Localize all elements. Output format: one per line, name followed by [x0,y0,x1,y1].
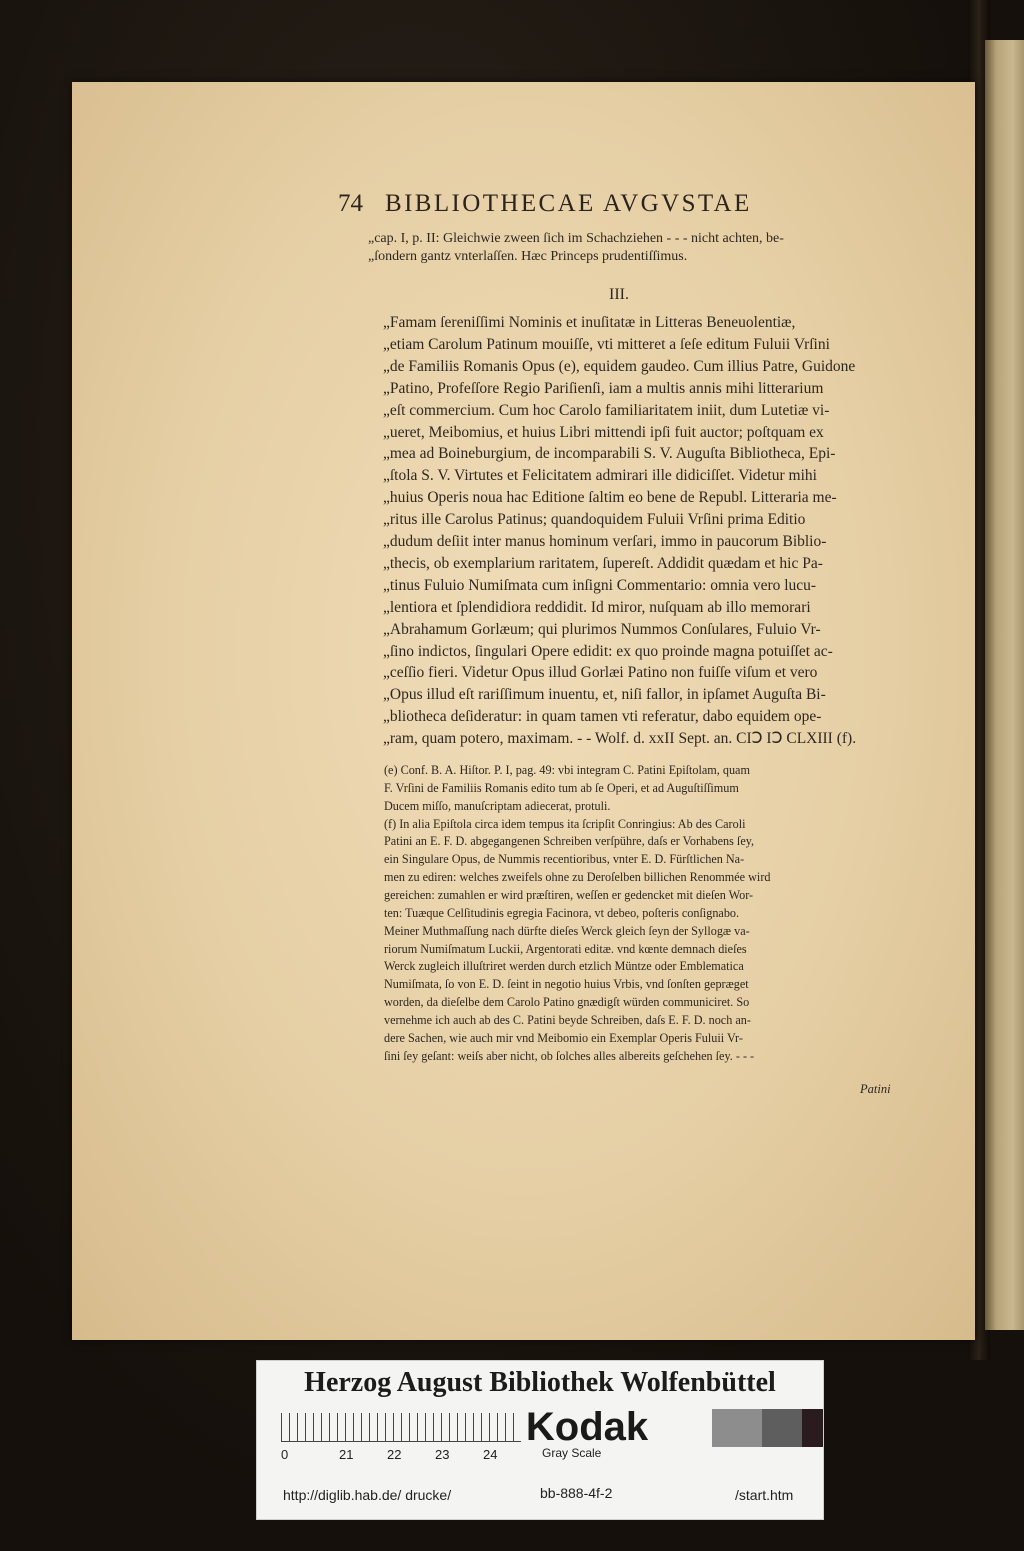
body-line: „ſino indictos, ſingulari Opere edidit: ex quo proinde magna potuiſſet ac- [383,642,833,660]
footnote-line: ten: Tuæque Celſitudinis egregia Facinora, vt debeo, poſteris conſignabo. [384,905,740,920]
shelfmark: bb-888-4f-2 [540,1485,613,1501]
intro-line: „cap. I, p. II: Gleichwie zween ſich im Schachziehen - - - nicht achten, be- [368,231,784,246]
library-url: http://diglib.hab.de/ drucke/ [283,1487,452,1503]
body-line: „huius Operis noua hac Editione ſaltim eo bene de Republ. Litteraria me- [383,489,837,507]
body-line: „Opus illud eſt rariſſimum inuentu, et, niſi fallor, in ipſamet Auguſta Bi- [383,686,826,704]
ruler-label: 24 [483,1447,498,1462]
gray-swatch-medium [762,1409,802,1447]
ruler-label: 21 [339,1447,354,1462]
body-line: „ceſſio fieri. Videtur Opus illud Gorlæi Patino non fuiſſe viſum et vero [383,664,818,682]
footnote-line: Patini an E. F. D. abgegangenen Schreiben verſpühre, daſs er Vorhabens ſey, [384,834,755,849]
ruler-label: 22 [387,1447,402,1462]
running-title: BIBLIOTHECAE AVGVSTAE [385,190,752,217]
facing-page-edge [985,40,1024,1330]
intro-line: „ſondern gantz vnterlaſſen. Hæc Princeps prudentiſſimus. [368,249,688,264]
footnote-line: riorum Numiſmatum Luckii, Argentorati editæ. vnd kœnte demnach dieſes [384,941,747,956]
ruler-labels [275,1447,535,1463]
ruler-label: 0 [281,1447,289,1462]
body-line: „de Familiis Romanis Opus (e), equidem gaudeo. Cum illius Patre, Guidone [383,357,856,375]
body-line: „lentiora et ſplendidiora reddidit. Id miror, nuſquam ab illo memorari [383,598,811,616]
footnote-line: men zu ediren: welches zweifels ohne zu Deroſelben billichen Renommée wird [384,870,771,885]
ruler-label: 23 [435,1447,450,1462]
body-line: „thecis, ob exemplarium raritatem, ſupereſt. Addidit quædam et hic Pa- [383,554,823,572]
section-numeral: III. [609,286,629,303]
body-line: „Abrahamum Gorlæum; qui plurimos Nummos Conſulares, Fuluio Vr- [383,620,821,638]
kodak-logo: Kodak [525,1405,649,1449]
body-line: „ſtola S. V. Virtutes et Felicitatem admirari ille didiciſſet. Videtur mihi [383,467,817,485]
body-line: „mea ad Boineburgium, de incomparabili S. V. Auguſta Bibliotheca, Epi- [383,445,836,463]
body-line: „ueret, Meibomius, et huius Libri mittendi ipſi fuit auctor; poſtquam ex [383,423,824,441]
scale-ruler [281,1413,521,1442]
body-line: „eſt commercium. Cum hoc Carolo familiaritatem iniit, dum Lutetiæ vi- [383,401,830,419]
body-line: „tinus Fuluio Numiſmata cum inſigni Commentario: omnia vero lucu- [383,576,817,594]
body-line: „ram, quam potero, maximam. - - Wolf. d. xxII Sept. an. CIↃ IↃ CLXIII (f). [383,730,857,748]
footnote-line: dere Sachen, wie auch mir vnd Meibomio ein Exemplar Operis Fuluii Vr- [384,1030,743,1045]
footnote-line: worden, da dieſelbe dem Carolo Patino gnædigſt würden communiciret. So [384,995,750,1010]
footnote-line: ſini ſey geſant: weiſs aber nicht, ob ſolches alles albereits geſchehen ſey. - - - [384,1048,755,1063]
body-line: „dudum deſiit inter manus hominum verſari, immo in paucorum Biblio- [383,533,827,550]
body-line: „etiam Carolum Patinum mouiſſe, vti mitteret a ſeſe editum Fuluii Vrſini [383,335,830,353]
gray-swatch-light [712,1409,762,1447]
footnote-line: Numiſmata, ſo von E. D. ſeint in negotio huius Vrbis, vnd ſonſten gepræget [384,977,749,992]
body-line: „ritus ille Carolus Patinus; quandoquidem Fuluii Vrſini prima Editio [383,511,806,529]
gray-scale-label: Gray Scale [542,1446,602,1460]
page-header [338,190,898,226]
footnote-line: Werck zugleich illuſtriret werden durch etzlich Müntze oder Emblematica [384,959,744,974]
color-target-card [256,1360,824,1520]
start-url: /start.htm [735,1487,794,1503]
footnote-line: (f) In alia Epiſtola circa idem tempus ita ſcripſit Conringius: Ab des Caroli [384,816,746,831]
footnote-line: (e) Conf. B. A. Hiſtor. P. I, pag. 49: vbi integram C. Patini Epiſtolam, quam [384,763,750,777]
library-name: Herzog August Bibliothek Wolfenbüttel [304,1367,776,1398]
catchword: Patini [860,1082,891,1096]
body-line: „Patino, Profeſſore Regio Pariſienſi, iam a multis annis mihi litterarium [383,379,824,397]
footnote-line: Ducem miſſo, manuſcriptam adiecerat, protuli. [384,798,611,813]
footnote-line: F. Vrſini de Familiis Romanis edito tum ab ſe Operi, et ad Auguſtiſſimum [384,780,739,795]
footnote-line: ein Singulare Opus, de Nummis recentioribus, vnter E. D. Fürſtlichen Na- [384,852,745,867]
body-line: „Famam ſereniſſimi Nominis et inuſitatæ in Litteras Beneuolentiæ, [383,314,796,331]
gray-swatch-dark [802,1409,823,1447]
footnote-line: gereichen: zumahlen er wird præſtiren, weſſen er gedencket mit dieſen Wor- [384,887,754,902]
page-number: 74 [338,190,363,217]
body-line: „bliotheca deſideratur: in quam tamen vti referatur, dabo equidem ope- [383,708,822,726]
footnote-line: Meiner Muthmaſſung nach dürfte dieſes Werck gleich ſeyn der Syllogæ va- [384,923,750,938]
footnote-line: vernehme ich auch ab des C. Patini beyde Schreiben, daſs E. F. D. noch an- [384,1012,751,1027]
